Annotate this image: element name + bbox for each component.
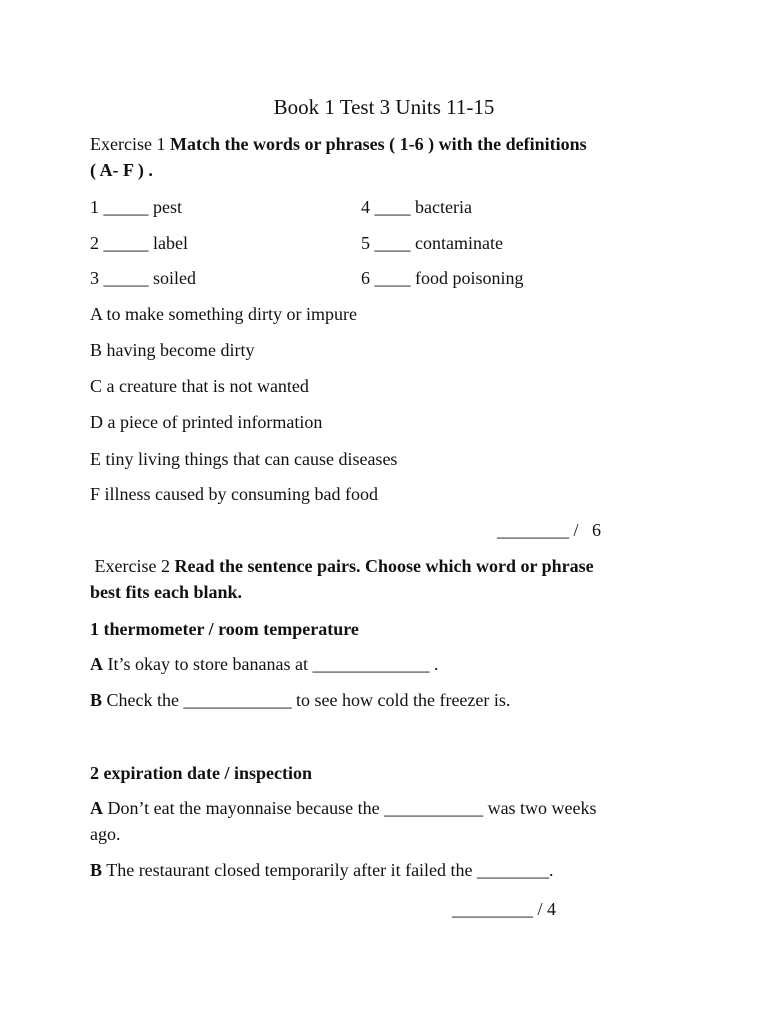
exercise-1-instruction-text-2: ( A- F ) . (90, 160, 153, 180)
match-item-1: 1 _____ pest (90, 197, 182, 217)
question-2-heading (90, 760, 312, 786)
sentence-text: It’s okay to store bananas at _____________ . (107, 654, 439, 674)
question-2-sentence-a-continued: ago. (90, 824, 121, 844)
sentence-letter: A (90, 798, 103, 818)
question-1-heading (90, 616, 359, 642)
exercise-2-instruction-continued (90, 579, 242, 605)
definition-f: F illness caused by consuming bad food (90, 484, 378, 504)
sentence-letter: B (90, 690, 103, 710)
exercise-2-instruction-text: Read the sentence pairs. Choose which word or phrase (174, 556, 594, 576)
match-item-4: 4 ____ bacteria (361, 197, 472, 217)
question-1-sentence-b (90, 687, 510, 713)
definition-e: E tiny living things that can cause diseases (90, 449, 398, 469)
exercise-1-instruction (90, 131, 587, 157)
exercise-1-label: Exercise 1 (90, 134, 166, 154)
match-item-6: 6 ____ food poisoning (361, 268, 524, 288)
question-2-heading-text: 2 expiration date / inspection (90, 763, 313, 783)
sentence-text: Check the ____________ to see how cold the freezer is. (106, 690, 511, 710)
exercise-2-instruction-text-2: best fits each blank. (90, 582, 243, 602)
question-1-sentence-a (90, 651, 438, 677)
sentence-text: The restaurant closed temporarily after it failed the ________. (106, 860, 554, 880)
definition-b: B having become dirty (90, 340, 255, 360)
exercise-1-score: ________ / 6 (497, 520, 602, 540)
exercise-1-instruction-text: Match the words or phrases ( 1-6 ) with the definitions (169, 134, 587, 154)
sentence-letter: B (90, 860, 103, 880)
question-1-heading-text: 1 thermometer / room temperature (90, 619, 359, 639)
exercise-2-label: Exercise 2 (94, 556, 170, 576)
definition-a: A to make something dirty or impure (90, 304, 357, 324)
sentence-letter: A (90, 654, 103, 674)
match-item-3: 3 _____ soiled (90, 268, 196, 288)
page-title: Book 1 Test 3 Units 11-15 (273, 95, 495, 119)
match-item-2: 2 _____ label (90, 233, 188, 253)
exercise-1-instruction-continued (90, 157, 153, 183)
match-item-5: 5 ____ contaminate (361, 233, 503, 253)
sentence-text: Don’t eat the mayonnaise because the ___________ was two weeks (107, 798, 597, 818)
question-2-sentence-b (90, 857, 554, 883)
exercise-2-score: _________ / 4 (452, 899, 557, 919)
question-2-sentence-a (90, 795, 597, 821)
exercise-2-instruction (90, 553, 594, 579)
definition-d: D a piece of printed information (90, 412, 323, 432)
definition-c: C a creature that is not wanted (90, 376, 309, 396)
